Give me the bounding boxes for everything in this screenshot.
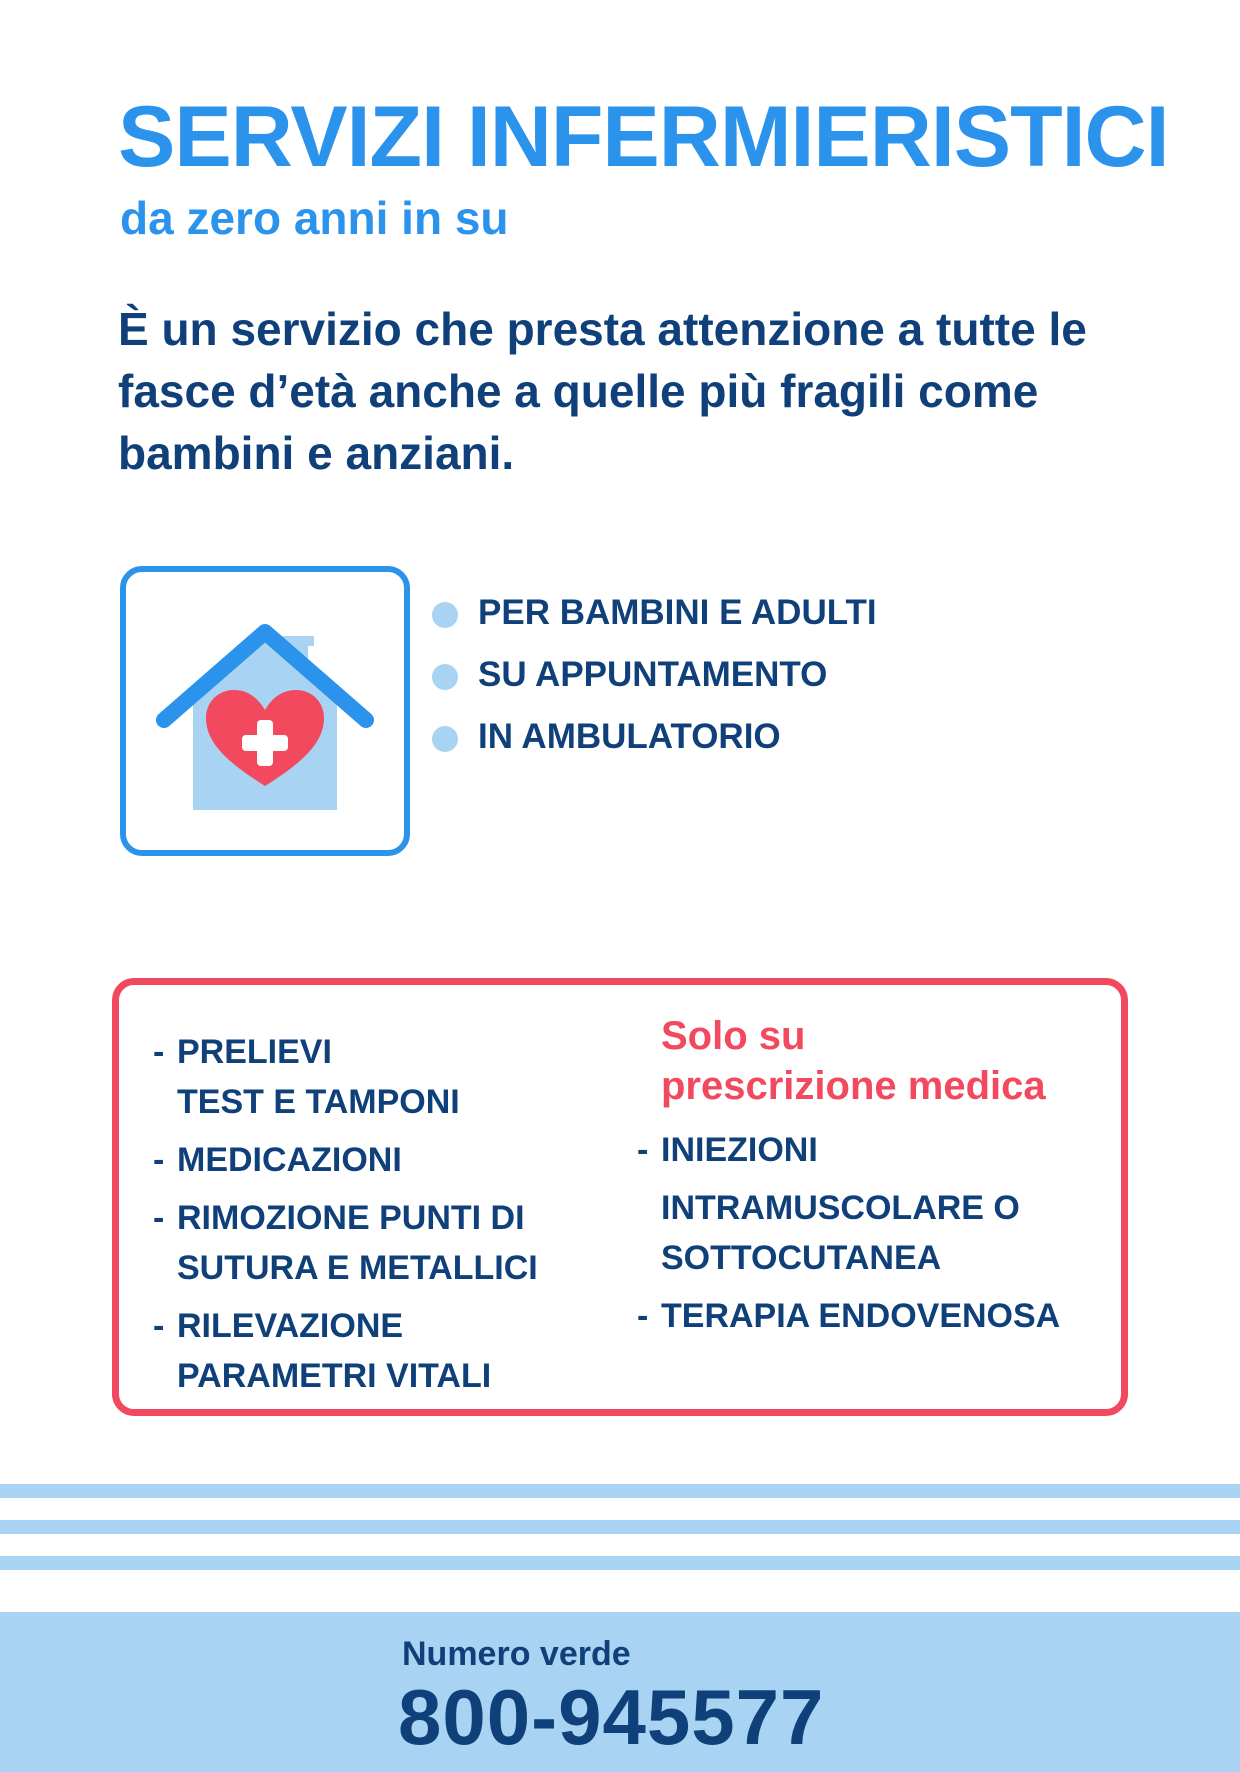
service-line: SOTTOCUTANEA — [661, 1239, 942, 1277]
page-title: SERVIZI INFERMIERISTICI — [118, 89, 1169, 185]
service-line: TEST E TAMPONI — [177, 1083, 460, 1121]
dash-marker: - — [637, 1131, 649, 1169]
decorative-stripe — [0, 1556, 1240, 1570]
service-line: PRELIEVI — [177, 1033, 332, 1071]
prescription-heading-line: Solo su — [661, 1014, 806, 1058]
services-left-column — [153, 1027, 538, 1401]
feature-label: PER BAMBINI E ADULTI — [478, 593, 877, 632]
toll-free-label: Numero verde — [402, 1635, 631, 1673]
house-heart-cross-icon — [126, 572, 404, 850]
service-item-iniezioni — [637, 1125, 1060, 1283]
dash-marker: - — [153, 1141, 165, 1179]
bullet-dot-icon — [432, 726, 458, 752]
feature-label: SU APPUNTAMENTO — [478, 655, 828, 694]
decorative-stripe — [0, 1484, 1240, 1498]
feature-label: IN AMBULATORIO — [478, 717, 781, 756]
feature-item — [432, 650, 877, 712]
dash-marker: - — [153, 1307, 165, 1345]
service-item-medicazioni — [153, 1135, 538, 1185]
feature-item — [432, 588, 877, 650]
page-subtitle: da zero anni in su — [120, 192, 509, 244]
bullet-dot-icon — [432, 664, 458, 690]
prescription-heading-line: prescrizione medica — [661, 1064, 1046, 1108]
bullet-dot-icon — [432, 602, 458, 628]
toll-free-number[interactable]: 800-945577 — [398, 1673, 825, 1761]
service-item-rimozione-punti — [153, 1193, 538, 1293]
footer-band — [0, 1612, 1240, 1772]
service-item-prelievi — [153, 1027, 538, 1127]
icon-box — [120, 566, 410, 856]
service-line: INIEZIONI — [661, 1131, 818, 1169]
prescription-heading — [637, 1011, 1060, 1111]
service-item-terapia-endovenosa — [637, 1291, 1060, 1341]
decorative-stripe — [0, 1520, 1240, 1534]
service-line: RIMOZIONE PUNTI DI — [177, 1199, 525, 1237]
services-right-column — [637, 1011, 1060, 1341]
service-line: SUTURA E METALLICI — [177, 1249, 538, 1287]
intro-text: È un servizio che presta attenzione a tutte le fasce d’età anche a quelle più fragili come bambini e anziani. — [118, 303, 1087, 479]
service-line: MEDICAZIONI — [177, 1141, 402, 1179]
feature-item — [432, 712, 877, 774]
service-line: TERAPIA ENDOVENOSA — [661, 1297, 1061, 1335]
service-line: PARAMETRI VITALI — [177, 1357, 492, 1395]
dash-marker: - — [153, 1033, 165, 1071]
service-item-rilevazione — [153, 1301, 538, 1401]
dash-marker: - — [153, 1199, 165, 1237]
dash-marker: - — [637, 1297, 649, 1335]
features-list — [432, 588, 877, 774]
services-box — [112, 978, 1128, 1416]
service-line: INTRAMUSCOLARE O — [661, 1189, 1020, 1227]
service-line: RILEVAZIONE — [177, 1307, 404, 1345]
